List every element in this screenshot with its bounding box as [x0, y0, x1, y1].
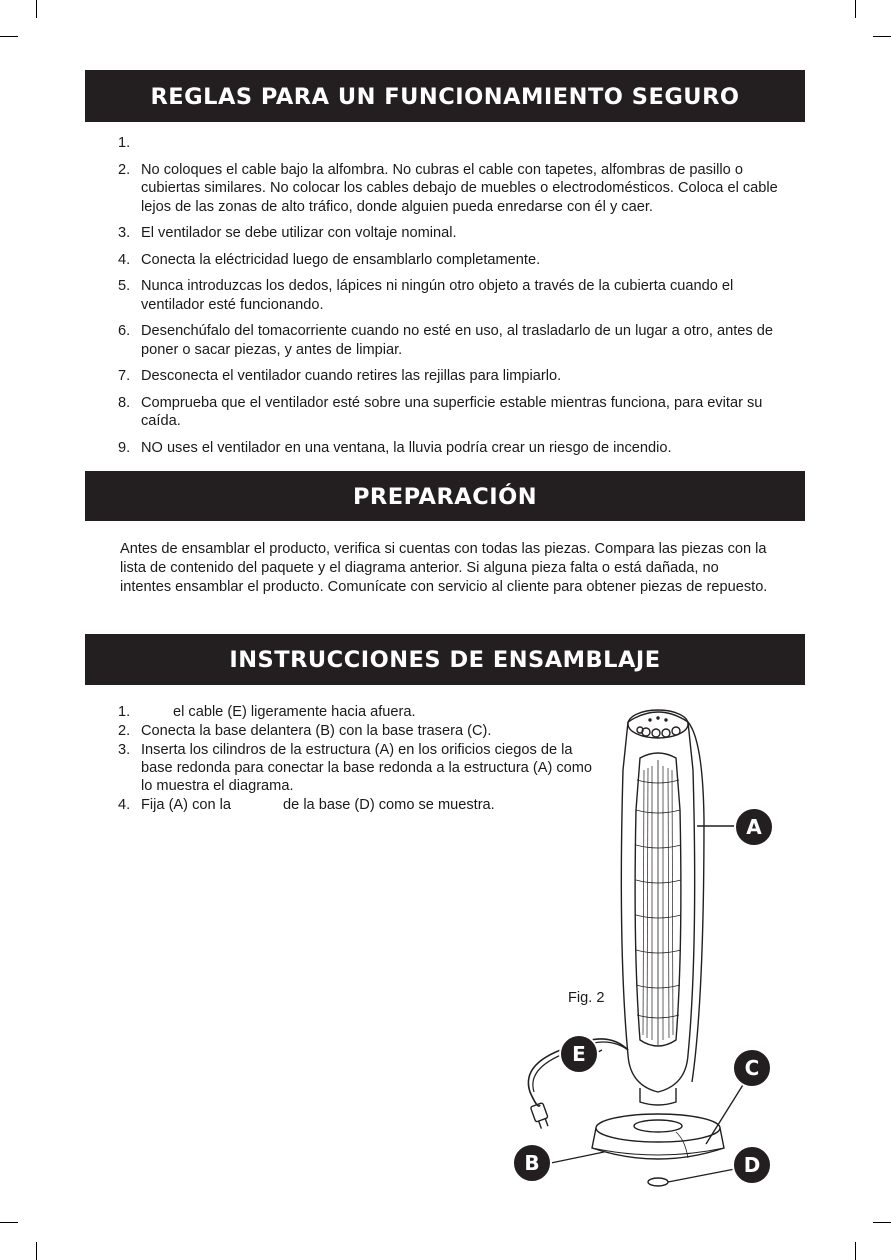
assembly-banner — [85, 634, 805, 685]
safety-banner — [85, 70, 805, 122]
crop-mark — [0, 1222, 18, 1223]
list-item — [118, 439, 778, 458]
item-number: 4. — [118, 251, 131, 268]
item-number: 9. — [118, 439, 131, 456]
item-text: El ventilador se debe utilizar con voltaje nominal. — [141, 225, 457, 241]
list-item — [118, 277, 778, 314]
list-item — [118, 367, 778, 386]
preparation-paragraph: Antes de ensamblar el producto, verifica si cuentas con todas las piezas. Compara las piezas con la lista de contenido del paquete y el diagrama anterior. Si alguna pieza falta o está dañada, no intentes ensamblar el producto. Comunícate con servicio al cliente para obtener piezas de repuesto. — [120, 541, 768, 595]
part-d — [648, 1178, 668, 1186]
item-number: 1. — [118, 135, 131, 151]
callout-b-text: B — [524, 1151, 540, 1175]
list-item — [118, 161, 778, 217]
item-text: Nunca introduzcas los dedos, lápices ni ningún otro objeto a través de la cubierta cuando el ventilador esté funcionando. — [141, 278, 734, 313]
list-item — [118, 224, 778, 243]
crop-mark — [36, 0, 37, 18]
grille-ribs — [636, 780, 681, 1018]
crop-mark — [36, 1242, 37, 1260]
item-text: Fija (A) con la — [141, 797, 232, 813]
item-number: 2. — [118, 723, 131, 739]
tower-fan-diagram — [500, 700, 790, 1200]
item-number: 6. — [118, 323, 131, 339]
callout-d-text: D — [743, 1153, 761, 1177]
callout-d — [733, 1146, 771, 1184]
safety-title: REGLAS PARA UN FUNCIONAMIENTO SEGURO — [150, 84, 740, 110]
prep-title: PREPARACIÓN — [352, 484, 538, 510]
item-number: 3. — [118, 225, 131, 241]
item-number: 3. — [118, 742, 131, 758]
assembly-title: INSTRUCCIONES DE ENSAMBLAJE — [229, 647, 661, 673]
crop-mark — [0, 36, 18, 37]
callout-c — [733, 1049, 771, 1087]
crop-mark — [873, 36, 891, 37]
item-text: el cable (E) ligeramente hacia afuera. — [173, 704, 416, 720]
item-text: Conecta la eléctricidad luego de ensamblarlo completamente. — [141, 251, 541, 268]
item-number: 4. — [118, 797, 131, 813]
item-number: 5. — [118, 278, 131, 294]
callout-c-text: C — [744, 1056, 760, 1080]
item-text: NO uses el ventilador en una ventana, la lluvia podría crear un riesgo de incendio. — [141, 439, 672, 456]
leader-c — [706, 1080, 746, 1144]
plug-icon — [530, 1103, 550, 1130]
crop-mark — [873, 1222, 891, 1223]
list-item — [118, 134, 778, 153]
list-item — [118, 322, 778, 359]
item-text: Desconecta el ventilador cuando retires las rejillas para limpiarlo. — [141, 368, 562, 384]
item-text: Conecta la base delantera (B) con la base trasera (C). — [141, 723, 492, 739]
crop-mark — [855, 1242, 856, 1260]
leader-b — [546, 1152, 604, 1164]
safety-rules-list — [118, 134, 778, 465]
crop-mark — [855, 0, 856, 18]
item-text: Inserta los cilindros de la estructura (A) en los orificios ciegos de la base redonda para conectar la base redonda a la estructura (A) como lo muestra el diagrama. — [141, 742, 593, 794]
prep-banner — [85, 471, 805, 521]
callout-a — [735, 808, 773, 846]
list-item — [118, 251, 778, 270]
base-top — [596, 1114, 720, 1142]
callout-a-text: A — [746, 815, 762, 839]
item-text-after: de la base (D) como se muestra. — [283, 797, 495, 813]
item-text: No coloques el cable bajo la alfombra. No cubras el cable con tapetes, alfombras de pasillo o cubiertas similares. No colocar los cables debajo de muebles o electrodomésticos. Coloca el cable lejos de las zonas de alto tráfico, donde alguien pueda enredarse con él y caer. — [141, 161, 778, 215]
item-number: 1. — [118, 704, 131, 720]
item-number: 7. — [118, 368, 131, 384]
leader-d — [668, 1168, 740, 1182]
figure-label: Fig. 2 — [568, 990, 605, 1006]
item-number: 8. — [118, 394, 131, 411]
callout-e — [560, 1035, 598, 1073]
tower-neck — [640, 1088, 676, 1105]
list-item — [118, 394, 778, 431]
callout-e-text: E — [572, 1042, 586, 1066]
item-number: 2. — [118, 161, 131, 178]
item-text: Desenchúfalo del tomacorriente cuando no esté en uso, al trasladarlo de un lugar a otro, antes de poner o sacar piezas, y antes de limpiar. — [141, 323, 773, 358]
item-text: Comprueba que el ventilador esté sobre una superficie estable mientras funciona, para evitar su caída. — [141, 394, 763, 429]
callout-b — [513, 1144, 551, 1182]
